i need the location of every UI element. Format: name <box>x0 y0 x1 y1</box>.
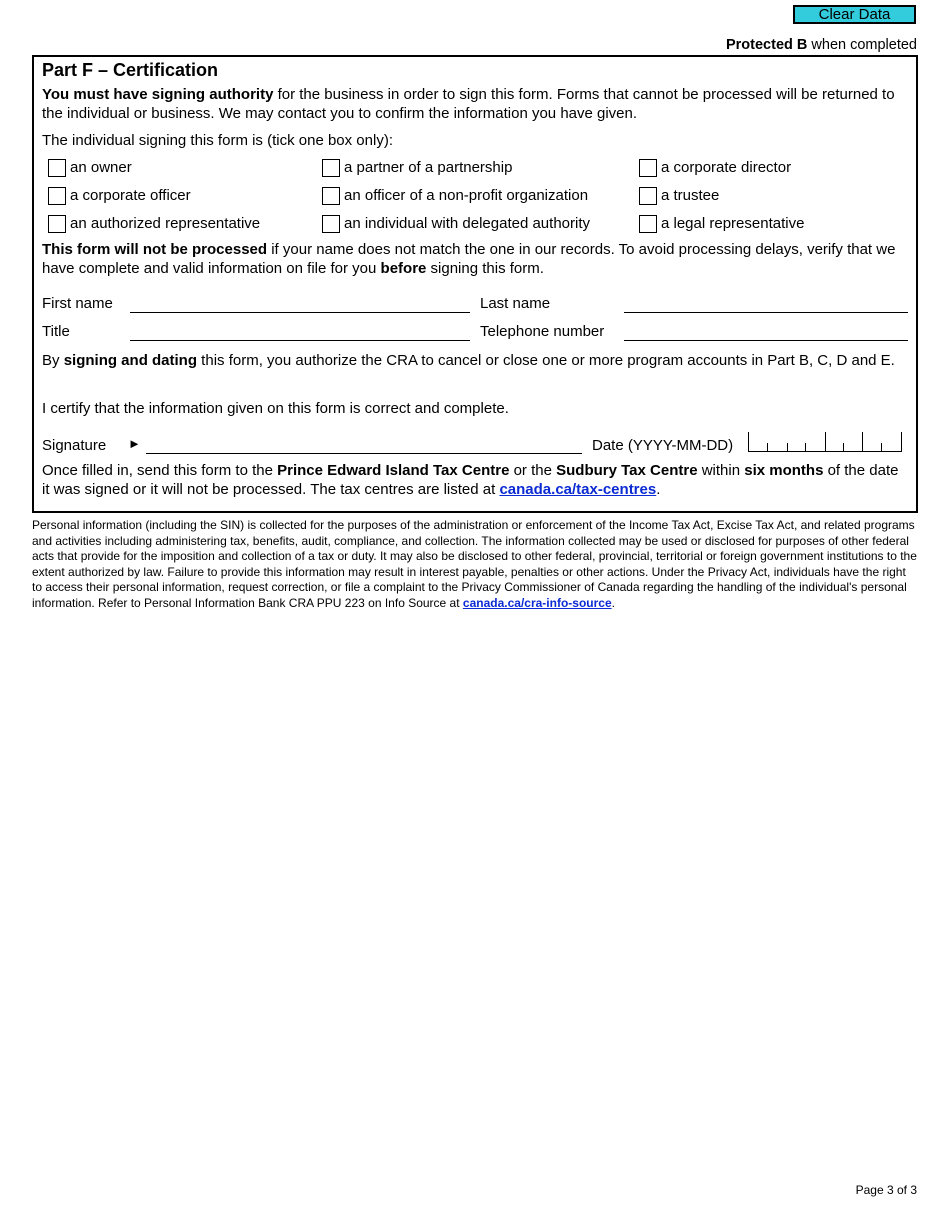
clear-data-button[interactable]: Clear Data <box>793 5 916 24</box>
date-field[interactable] <box>748 432 902 452</box>
signature-label: Signature <box>42 437 107 454</box>
option-legal-representative-label: a legal representative <box>661 215 805 232</box>
tax-centres-link[interactable]: canada.ca/tax-centres <box>499 481 657 498</box>
date-tick <box>843 443 844 451</box>
option-nonprofit-officer-label: an officer of a non-profit organization <box>344 187 589 204</box>
warning-end: signing this form. <box>426 260 544 277</box>
page-number: Page 3 of 3 <box>855 1183 917 1197</box>
tick-instruction: The individual signing this form is (tick one box only): <box>42 132 393 149</box>
date-tick <box>767 443 768 451</box>
option-authorized-representative-label: an authorized representative <box>70 215 261 232</box>
checkbox-owner[interactable] <box>48 159 66 177</box>
signature-arrow-icon: ► <box>128 436 141 451</box>
date-separator <box>862 432 863 451</box>
option-partner-label: a partner of a partnership <box>344 159 513 176</box>
date-tick <box>787 443 788 451</box>
protected-label: Protected B <box>725 37 808 53</box>
auth-bold: signing and dating <box>63 352 198 369</box>
send-end: . <box>656 481 661 498</box>
option-owner-label: an owner <box>70 159 132 176</box>
warning-bold: This form will not be processed <box>42 241 268 258</box>
send-sudbury-centre: Sudbury Tax Centre <box>556 462 698 479</box>
send-six-months: six months <box>744 462 824 479</box>
checkbox-authorized-representative[interactable] <box>48 215 66 233</box>
auth-rest: this form, you authorize the CRA to cancel or close one or more program accounts in Part B, C, D and E. <box>197 352 895 369</box>
title-field[interactable] <box>130 340 470 341</box>
option-delegated-authority-label: an individual with delegated authority <box>344 215 590 232</box>
checkbox-partner[interactable] <box>322 159 340 177</box>
checkbox-trustee[interactable] <box>639 187 657 205</box>
warning-before: before <box>380 260 427 277</box>
option-corporate-director-label: a corporate director <box>661 159 792 176</box>
option-corporate-officer-label: a corporate officer <box>70 187 191 204</box>
processing-warning <box>42 240 910 278</box>
section-title: Part F – Certification <box>42 60 219 80</box>
first-name-field[interactable] <box>130 312 470 313</box>
checkbox-legal-representative[interactable] <box>639 215 657 233</box>
date-tick <box>805 443 806 451</box>
send-mid3: of the date it was signed or it will not be processed. The tax centres are listed at <box>42 462 899 498</box>
certify-text: I certify that the information given on this form is correct and complete. <box>42 400 509 417</box>
first-name-label: First name <box>42 295 113 312</box>
signature-field[interactable] <box>146 453 582 454</box>
date-label: Date (YYYY-MM-DD) <box>592 437 734 454</box>
signing-authority-bold: You must have signing authority <box>42 86 274 103</box>
checkbox-corporate-officer[interactable] <box>48 187 66 205</box>
privacy-end: . <box>611 595 615 610</box>
option-trustee-label: a trustee <box>661 187 720 204</box>
last-name-field[interactable] <box>624 312 908 313</box>
privacy-text: Personal information (including the SIN) is collected for the purposes of the administration or enforcement of the Income Tax Act, Excise Tax Act, and related programs and activities including administering tax, benefits, audit, compliance, and collection. The information collected may be used or disclosed for purposes of other federal acts that provide for the imposition and collection of a tax or duty. It may also be disclosed to other federal, provincial, territorial or foreign government institutions to the extent authorized by law. Failure to provide this information may result in interest payable, penalties or other actions. Under the Privacy Act, individuals have the right to access their personal information, request correction, or file a complaint to the Privacy Commissioner of Canada regarding the handling of the individual's personal information. Refer to Personal Information Bank CRA PPU 223 on Info Source at <box>32 518 917 610</box>
send-pei-centre: Prince Edward Island Tax Centre <box>277 462 510 479</box>
protected-suffix: when completed <box>807 37 917 53</box>
telephone-label: Telephone number <box>480 323 605 340</box>
telephone-field[interactable] <box>624 340 908 341</box>
last-name-label: Last name <box>480 295 551 312</box>
send-instructions <box>42 461 910 499</box>
checkbox-nonprofit-officer[interactable] <box>322 187 340 205</box>
signing-authority-text <box>42 85 910 123</box>
signing-authority-rest: for the business in order to sign this form. Forms that cannot be processed will be returned to the individual or business. We may contact you to confirm the information you have given. <box>42 86 895 122</box>
checkbox-corporate-director[interactable] <box>639 159 657 177</box>
title-label: Title <box>42 323 70 340</box>
send-pre: Once filled in, send this form to the <box>42 462 278 479</box>
authorization-text <box>42 351 910 370</box>
info-source-link[interactable]: canada.ca/cra-info-source <box>462 595 612 610</box>
protected-notice <box>726 37 917 53</box>
date-tick <box>881 443 882 451</box>
send-mid2: within <box>697 462 745 479</box>
send-mid1: or the <box>509 462 557 479</box>
auth-pre: By <box>42 352 64 369</box>
date-separator <box>825 432 826 451</box>
checkbox-delegated-authority[interactable] <box>322 215 340 233</box>
warning-mid: if your name does not match the one in our records. To avoid processing delays, verify that we have complete and valid information on file for you <box>42 241 896 277</box>
privacy-notice <box>32 518 918 612</box>
